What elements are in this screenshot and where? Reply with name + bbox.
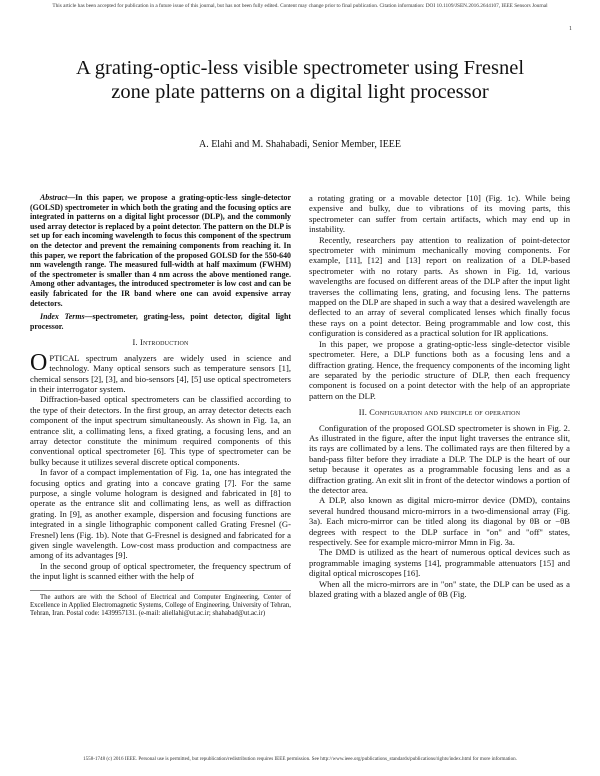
index-terms — [30, 312, 291, 331]
intro-paragraph-1-text: PTICAL spectrum analyzers are widely used in science and technology. Many optical sensors such as temperature sensors [1], chemical sensors [2], [3], and bio-sensors [4], [5] use optical spectrometers in their interrogator system. — [30, 352, 291, 394]
right-column — [309, 193, 570, 599]
intro-paragraph-7: In this paper, we propose a grating-optic-less single-detector visible spectrometer. Here, a DLP functions both as a focusing lens and a diffraction grating. Hence, the frequency components of the incoming light are separated by the periodic structure of DLP, then each frequency component is focused on a point detector with the help of an appropriate pattern on the DLP. — [309, 338, 570, 401]
config-paragraph-2: A DLP, also known as digital micro-mirror device (DMD), contains several hundred thousand micro-mirrors in a two-dimensional array (Fig. 3a). Each micro-mirror can be titled along its diagonal by θB or −θB degrees with respect to the DLP surface in "on" and "off" states, respectively. See for example micro-mirror Mmn in Fig. 3a. — [309, 495, 570, 547]
paper-title: A grating-optic-less visible spectrometer using Fresnel zone plate patterns on a digital light processor — [75, 57, 525, 103]
abstract — [30, 193, 291, 308]
config-paragraph-4: When all the micro-mirrors are in "on" state, the DLP can be used as a blazed grating with a blazed angle of θB (Fig. — [309, 578, 570, 600]
intro-paragraph-4: In the second group of optical spectrometer, the frequency spectrum of the input light is scanned either with the help of — [30, 560, 291, 582]
intro-paragraph-5: a rotating grating or a movable detector [10] (Fig. 1c). While being expensive and bulky, due to vibrations of its moving parts, this spectrometer can suffer from certain artifacts, which may end up in instability. — [309, 193, 570, 235]
journal-notice: This article has been accepted for publication in a future issue of this journal, but has not been fully edited. Content may change prior to final publication. Citation information: DOI 10.1109/JSEN.2016.2644107, IEEE Sensors Journal — [52, 3, 548, 9]
intro-paragraph-3: In favor of a compact implementation of Fig. 1a, one has integrated the focusing optics and grating into a concave grating [7]. For the same purpose, a single volume hologram is designed and fabricated in [8] to operate as the entrance slit and collimating lens, as well as diffraction grating. In [9], as another example, dispersion and focusing functions are integrated in a single lithographic component called Grating Fresnel (G-Fresnel) lens (Fig. 1b). Note that G-Fresnel is designed and fabricated for a given single wavelength. Low-cost mass production and compactness are among of its advantages [9]. — [30, 467, 291, 561]
section-heading-configuration: II. Configuration and principle of operation — [358, 408, 521, 418]
intro-paragraph-1 — [30, 349, 291, 395]
drop-cap: O — [30, 349, 48, 376]
left-column — [30, 193, 291, 619]
section-heading-introduction: I. Introduction — [132, 338, 189, 348]
author-footnote: The authors are with the School of Electrical and Computer Engineering, Center of Excellence in Applied Electromagnetic Systems, College of Engineering, University of Tehran, Tehran, Iran. Postal code: 1439957131. (e-mail: aliellahi@ut.ac.ir; shahabad@ut.ac.ir) — [30, 590, 291, 619]
config-paragraph-3: The DMD is utilized as the heart of numerous optical devices such as programmable imaging systems [14], programmable attenuators [15] and digital optical microscopes [16]. — [309, 547, 570, 579]
author-line: A. Elahi and M. Shahabadi, Senior Member, IEEE — [198, 139, 402, 150]
intro-paragraph-2: Diffraction-based optical spectrometers can be classified according to the type of their detectors. In the first group, an array detector detects each component of the input spectrum simultaneously. As shown in Fig. 1a, an entrance slit, a collimating lens, a fixed grating, a focusing lens, and an array detector constitute the minimum required components of this conventional optical spectrometer [6]. This type of spectrometer can be bulky because it utilizes several discrete optical components. — [30, 394, 291, 467]
intro-paragraph-6: Recently, researchers pay attention to realization of point-detector spectrometer with minimum mechanically moving components. For example, [11], [12] and [13] report on realization of a DLP-based spectrometer with no rotary parts. As shown in Fig. 1d, various wavelengths are focused on different areas of the DLP after the input light traverses the collimating lens, grating, and focusing lens. The patterns mapped on the DLP are shaped in such a way that a desired wavelength are deflected to an array of several complicated lenses which finally focus these rays on a point detector. Being programmable and low cost, this configuration is considered as a practical solution for IR applications. — [309, 234, 570, 339]
abstract-text: —In this paper, we propose a grating-optic-less single-detector (GOLSD) spectrometer in which both the grating and the focusing optics are integrated in patterns on a digital light processor (DLP), and the commonly used array detector is replaced by a point detector. The pattern on the DLP is set up for each incoming wavelength to focus this component of the spectrum on the detector and prevent the remaining components from reaching it. In this paper, we report the fabrication of the proposed GOLSD for the 550-640 nm wavelength range. The measured full-width at half maximum (FWHM) of the spectrometer is smaller than 4 nm across the above mentioned range. Among other advantages, the introduced spectrometer is low cost and can be easily fabricated for the IR band where one can avoid expensive array detectors. — [30, 193, 291, 308]
copyright-notice: 1558-1748 (c) 2016 IEEE. Personal use is permitted, but republication/redistribution requires IEEE permission. See http://www.ieee.org/publications_standards/publications/rights/index.html for more information. — [83, 756, 517, 762]
config-paragraph-1: Configuration of the proposed GOLSD spectrometer is shown in Fig. 2. As illustrated in the figure, after the input light traverses the entrance slit, its rays are collimated by a lens. The collimated rays are then filtered by a band-pass filter before they irradiate a DLP. The DLP is the heart of our setup because it operates as a programmable focusing lens and as a diffraction grating. An exit slit in front of the detector windows a portion of the detector area. — [309, 422, 570, 495]
abstract-lead: Abstract — [40, 193, 68, 202]
index-terms-text: —spectrometer, grating-less, point detector, digital light processor. — [30, 312, 292, 331]
index-terms-lead: Index Terms — [40, 312, 85, 322]
page-number: 1 — [569, 26, 572, 32]
